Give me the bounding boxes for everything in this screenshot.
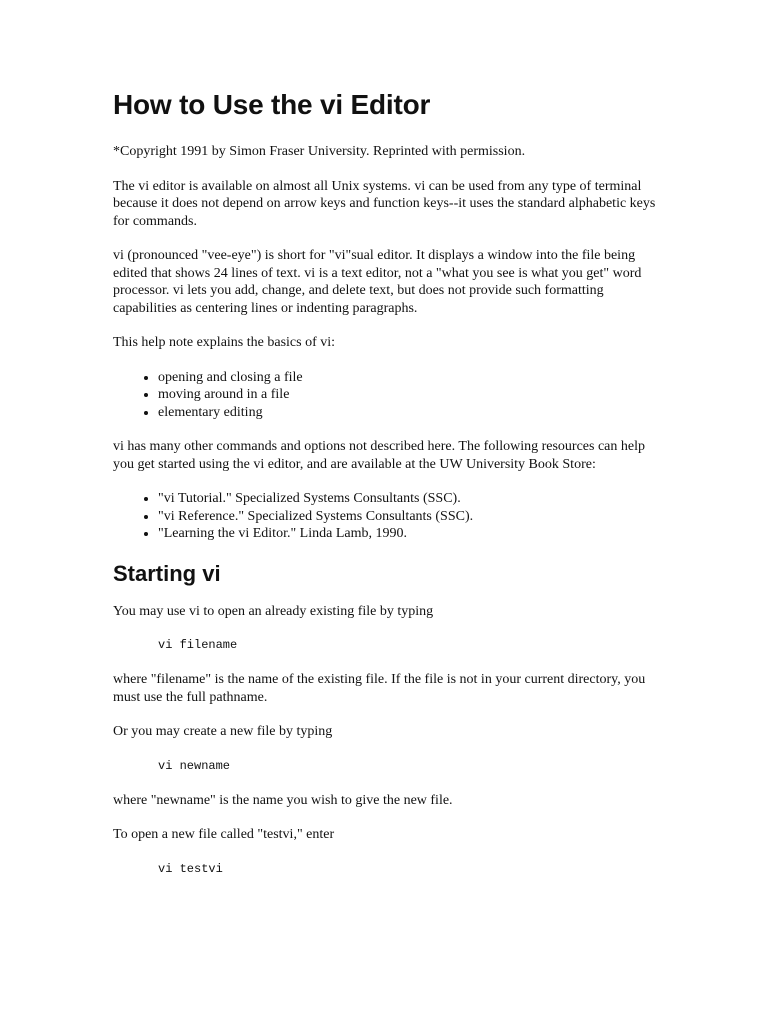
- starting-paragraph-5: To open a new file called "testvi," enter: [113, 827, 335, 842]
- code-example-3: vi testvi: [158, 861, 223, 876]
- document-page: [113, 88, 658, 895]
- list-item: • "vi Tutorial." Specialized Systems Consultants (SSC).: [158, 490, 658, 508]
- list-item: • opening and closing a file: [158, 369, 658, 387]
- copyright-notice: *Copyright 1991 by Simon Fraser University. Reprinted with permission.: [113, 144, 526, 159]
- starting-paragraph-4: where "newname" is the name you wish to give the new file.: [113, 792, 453, 808]
- list-item: • moving around in a file: [158, 386, 658, 404]
- starting-paragraph-2: where "filename" is the name of the existing file. If the file is not in your current directory, you must use the full pathname.: [113, 672, 646, 705]
- starting-paragraph-1: You may use vi to open an already existing file by typing: [113, 603, 434, 619]
- code-example-1: vi filename: [158, 638, 238, 652]
- section-heading-starting-vi: Starting vi: [113, 560, 221, 586]
- list-item: • "vi Reference." Specialized Systems Consultants (SSC).: [158, 508, 658, 526]
- basics-list: [113, 369, 658, 422]
- resources-intro: vi has many other commands and options not described here. The following resources can help you get started using the vi editor, and are available at the UW University Book Store:: [113, 439, 645, 472]
- page-title: How to Use the vi Editor: [113, 89, 431, 120]
- starting-paragraph-3: Or you may create a new file by typing: [113, 724, 333, 739]
- code-example-2: vi newname: [158, 758, 231, 773]
- resources-list: [113, 490, 658, 543]
- list-item: • "Learning the vi Editor." Linda Lamb, 1990.: [158, 525, 658, 543]
- basics-intro: This help note explains the basics of vi:: [113, 335, 336, 350]
- intro-paragraph-1: The vi editor is available on almost all Unix systems. vi can be used from any type of terminal because it does not depend on arrow keys and function keys--it uses the standard alphabetic keys for commands.: [113, 178, 656, 229]
- list-item: • elementary editing: [158, 404, 658, 422]
- intro-paragraph-2: vi (pronounced "vee-eye") is short for "vi"sual editor. It displays a window into the file being edited that shows 24 lines of text. vi is a text editor, not a "what you see is what you get" word processor. vi lets you add, change, and delete text, but does not provide such formatting capabilities as centering lines or indenting paragraphs.: [113, 248, 642, 316]
